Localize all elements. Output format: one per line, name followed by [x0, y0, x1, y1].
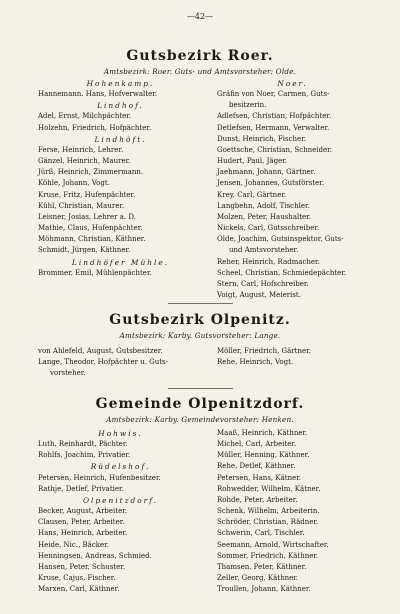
right-column	[203, 428, 368, 595]
resident-entry: Ferse, Heinrich, Lehrer.	[38, 145, 124, 154]
right-column	[203, 78, 368, 301]
resident-entry: Möhmann, Christian, Käthner.	[38, 235, 146, 244]
resident-entry: Langbehn, Adolf, Tischler.	[217, 201, 310, 210]
entry-continuation: und Amtsvorsteher.	[229, 246, 299, 255]
resident-entry: Rathje, Detlef, Privatier.	[38, 484, 124, 493]
resident-entry: Hudert, Paul, Jäger.	[217, 157, 288, 166]
section-subtitle-noer: Amtsbezirk: Roer. Guts- und Amtsvorsteher: Olde.	[103, 67, 297, 76]
section-body-olpenitz	[38, 346, 368, 379]
section-divider	[168, 303, 233, 304]
resident-entry: Schenk, Wilhelm, Arbeiterin.	[217, 507, 320, 516]
resident-entry: Rehe, Heinrich, Vogt.	[217, 358, 294, 367]
section-body-olpenitzdorf	[38, 428, 368, 595]
resident-entry: Rohwedder, Wilhelm, Kätner.	[217, 484, 321, 493]
resident-entry: Hannemann. Hans, Hofverwalter.	[38, 90, 158, 99]
section-title-olpenitzdorf: Gemeinde Olpenitzdorf.	[95, 396, 305, 412]
resident-entry: Petersen, Heinrich, Hufenbesitzer.	[38, 473, 161, 482]
resident-entry: Clausen, Peter, Arbeiter.	[38, 518, 125, 527]
right-column	[203, 346, 368, 379]
resident-entry: Krey, Carl, Gärtner.	[217, 190, 287, 199]
left-column	[38, 428, 203, 595]
left-column	[38, 346, 203, 379]
resident-entry: Becker, August, Arbeiter.	[38, 507, 128, 516]
resident-entry: Olde, Joachim, Gutsinspektor, Guts-	[217, 235, 344, 244]
resident-entry: Brommer, Emil, Mühlenpächter.	[38, 268, 152, 277]
resident-entry: Köhle, Johann, Vogt.	[38, 179, 110, 188]
resident-entry: Jürß, Heinrich, Zimmermann.	[38, 168, 144, 177]
locality-heading: Olpenitzdorf.	[82, 495, 159, 505]
resident-entry: Molzen, Peter, Haushalter.	[217, 212, 311, 221]
resident-entry: Adel, Ernst, Milchpächter.	[38, 112, 132, 121]
resident-entry: Möller, Friedrich, Gärtner.	[217, 347, 311, 355]
resident-entry: Luth, Reinhardt, Pächter.	[38, 440, 128, 449]
section-subtitle-olpenitz: Amtsbezirk: Karby. Gutsvorsteher: Lange.	[119, 331, 281, 340]
resident-entry: Detlefsen, Hermann, Verwalter.	[217, 123, 330, 132]
resident-entry: Goettsche, Christian, Schneider.	[217, 145, 332, 154]
locality-heading: Noer.	[277, 79, 308, 88]
resident-entry: Seemann, Arnold, Wirtschafter.	[217, 540, 329, 549]
resident-entry: Kühl, Christian, Maurer.	[38, 201, 125, 210]
section-title-noer: Gutsbezirk Roer.	[126, 48, 274, 64]
resident-entry: Mathie, Claus, Hufenpächter.	[38, 224, 143, 233]
entry-continuation: vorsteher.	[50, 369, 86, 378]
resident-entry: Nickels, Carl, Gutsschreiber.	[217, 224, 320, 233]
resident-entry: Michel, Carl, Arbeiter.	[217, 440, 297, 449]
resident-entry: von Ahlefeld, August, Gutsbesitzer.	[38, 347, 163, 355]
resident-entry: Schwerin, Carl, Tischler.	[217, 529, 305, 538]
locality-heading: Rüdelshof.	[90, 462, 151, 472]
section-body-noer	[38, 78, 368, 301]
locality-heading: Hohenkamp.	[86, 79, 155, 88]
left-column	[38, 78, 203, 301]
resident-entry: Kruse, Fritz, Hufenpächter.	[38, 190, 136, 199]
resident-entry: Rohlfs, Joachim, Privatier.	[38, 451, 131, 460]
resident-entry: Sommer, Friedrich, Käthner.	[217, 551, 319, 560]
resident-entry: Kruse, Cajus, Fischer.	[38, 574, 116, 583]
section-subtitle-olpenitzdorf: Amtsbezirk: Karby. Gemeindevorsteher: Henken.	[106, 415, 294, 424]
locality-heading: Lindhof.	[97, 101, 144, 111]
resident-entry: Müller, Henning, Käthner.	[217, 451, 310, 460]
section-divider	[168, 388, 233, 389]
resident-entry: Rehe, Detlef, Käthner.	[217, 462, 296, 471]
resident-entry: Maaß, Heinrich, Käthner.	[217, 429, 308, 437]
resident-entry: Voigt, August, Meierist.	[217, 290, 301, 299]
resident-entry: Adlefsen, Christian, Hofpächter.	[217, 112, 332, 121]
section-title-olpenitz: Gutsbezirk Olpenitz.	[109, 312, 291, 328]
resident-entry: Petersen, Hans, Kätner.	[217, 473, 302, 482]
entry-continuation: besitzerin.	[229, 101, 267, 110]
resident-entry: Scheel, Christian, Schmiedepächter.	[217, 268, 347, 277]
resident-entry: Marxen, Carl, Käthner.	[38, 585, 120, 594]
page-number: —42—	[186, 12, 214, 21]
resident-entry: Reher, Heinrich, Radmacher.	[217, 257, 320, 266]
resident-entry: Leisner, Josias, Lehrer a. D.	[38, 212, 136, 221]
resident-entry: Gräfin von Noer, Carmen, Guts-	[217, 90, 330, 99]
resident-entry: Schröder, Christian, Rädner.	[217, 518, 319, 527]
resident-entry: Lange, Theodor, Hofpächter u. Guts-	[38, 358, 169, 367]
resident-entry: Heide, Nic., Bäcker.	[38, 540, 109, 549]
resident-entry: Jaehmann, Johann, Gärtner.	[217, 168, 316, 177]
locality-heading: Lindhöfer Mühle.	[71, 257, 170, 267]
resident-entry: Holzehn, Friedrich, Hofpächter.	[38, 123, 152, 132]
resident-entry: Hansen, Peter, Schuster.	[38, 562, 126, 571]
resident-entry: Stern, Carl, Hofschreiber.	[217, 279, 309, 288]
resident-entry: Gänzel, Heinrich, Maurer.	[38, 157, 131, 166]
resident-entry: Schmidt, Jürgen, Käthner.	[38, 246, 131, 255]
locality-heading: Lindhöft.	[94, 134, 147, 144]
resident-entry: Zeller, Georg, Käthner.	[217, 574, 299, 583]
resident-entry: Troullen, Johann, Käthner.	[217, 585, 311, 594]
resident-entry: Jensen, Johannes, Gutsförster.	[217, 179, 325, 188]
resident-entry: Henningsen, Andreas, Schmied.	[38, 551, 152, 560]
resident-entry: Rohde, Peter, Arbeiter.	[217, 495, 298, 504]
resident-entry: Thamsen, Peter, Käthner.	[217, 562, 307, 571]
resident-entry: Dunst, Heinrich, Fischer.	[217, 134, 307, 143]
locality-heading: Hohwis.	[98, 429, 143, 438]
resident-entry: Hans, Heinrich, Arbeiter.	[38, 529, 128, 538]
